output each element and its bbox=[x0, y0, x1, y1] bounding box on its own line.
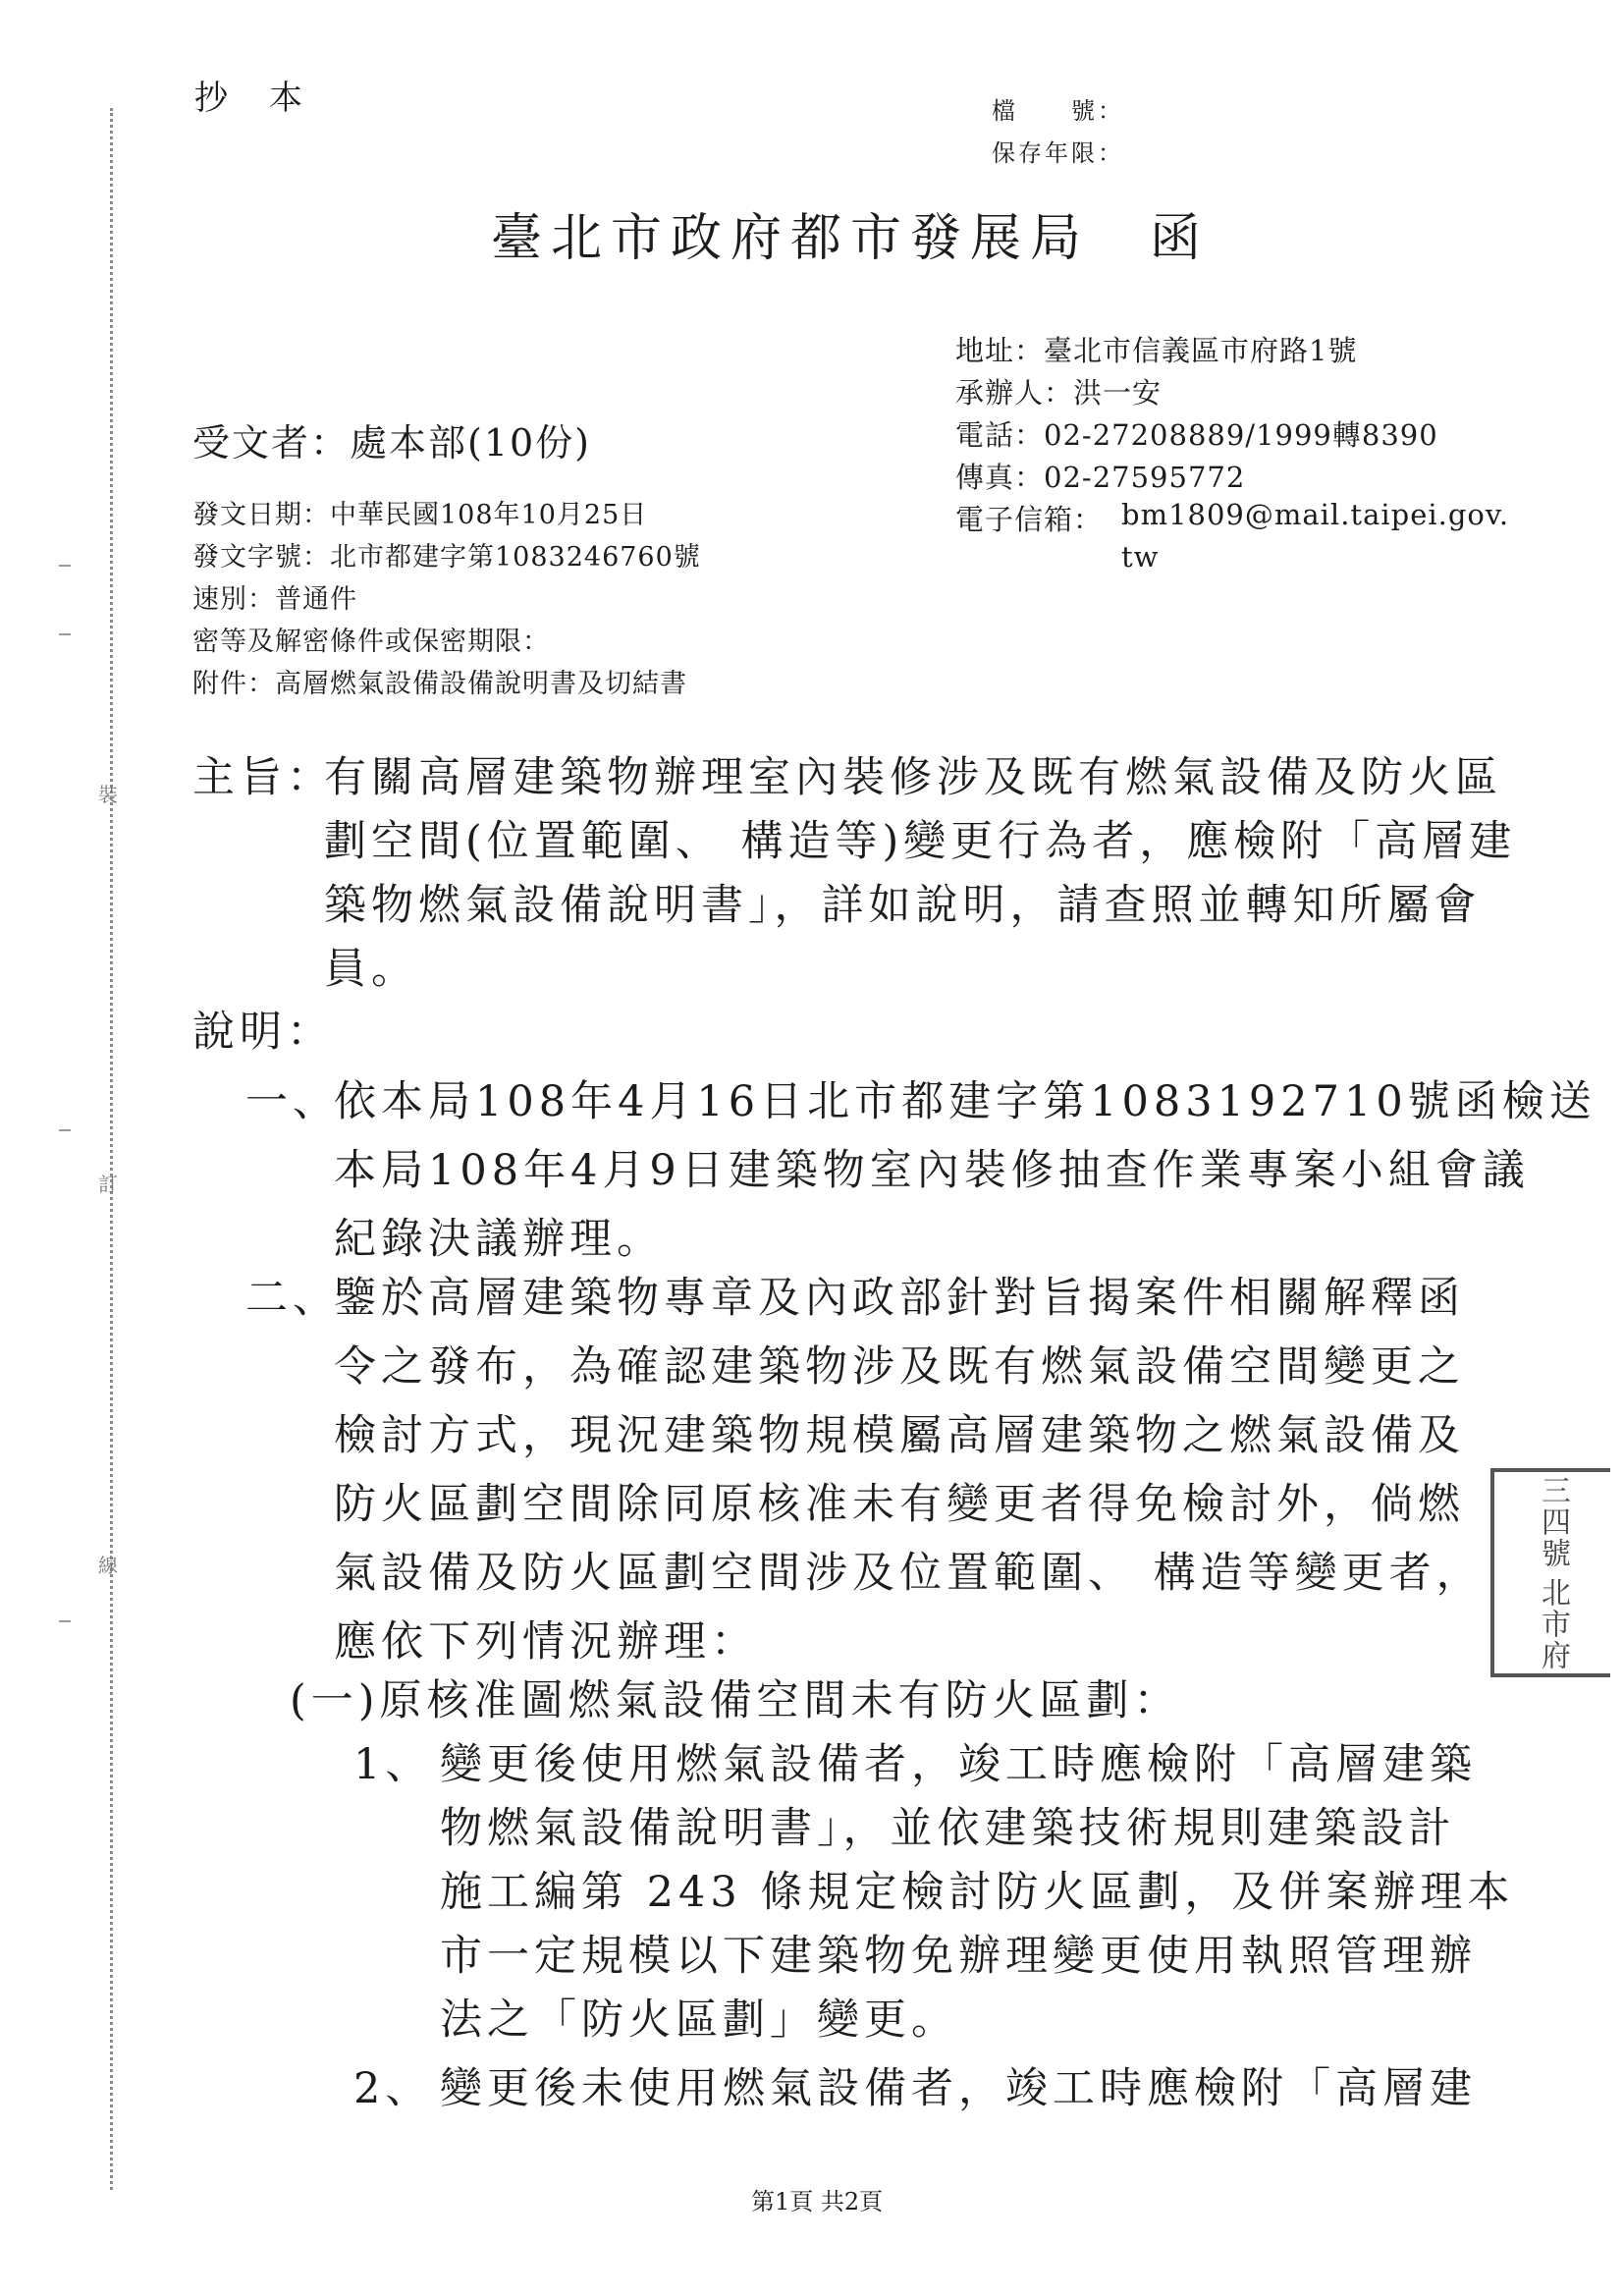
contact-address: 地址：臺北市信義區市府路1號 bbox=[955, 334, 1358, 367]
sub-item-1-1-line: 施工編第 243 條規定檢討防火區劃，及併案辦理本 bbox=[440, 1868, 1515, 1917]
item-2-line: 令之發布，為確認建築物涉及既有燃氣設備空間變更之 bbox=[334, 1342, 1465, 1392]
item-1-line: 依本局108年4月16日北市都建字第1083192710號函檢送 bbox=[334, 1077, 1596, 1126]
sub-item-1-1-line: 市一定規模以下建築物免辦理變更使用執照管理辦 bbox=[440, 1932, 1477, 1981]
item-1-line: 紀錄決議辦理。 bbox=[334, 1215, 664, 1264]
subject-label: 主旨： bbox=[192, 753, 334, 802]
item-2-line: 應依下列情況辦理： bbox=[334, 1617, 758, 1667]
item-2-marker: 二、 bbox=[245, 1274, 340, 1323]
item-1-line: 本局108年4月9日建築物室內裝修抽查作業專案小組會議 bbox=[334, 1146, 1530, 1195]
binding-tick bbox=[59, 1129, 71, 1131]
page-number: 第1頁 共2頁 bbox=[751, 2188, 884, 2215]
sub-item-1-2-marker: 2、 bbox=[353, 2064, 433, 2113]
binding-mark-top: 裝 bbox=[98, 783, 118, 806]
contact-email-cont: tw bbox=[1121, 540, 1160, 574]
contact-handler: 承辦人：洪一安 bbox=[955, 376, 1163, 410]
sub-item-1-2-line: 變更後未使用燃氣設備者，竣工時應檢附「高層建 bbox=[440, 2064, 1477, 2113]
official-seal-stamp bbox=[1490, 1468, 1610, 1677]
subject-line: 劃空間(位置範圍、 構造等)變更行為者，應檢附「高層建 bbox=[324, 817, 1517, 866]
contact-email: bm1809@mail.taipei.gov. bbox=[1121, 498, 1510, 531]
issue-date: 發文日期：中華民國108年10月25日 bbox=[192, 500, 648, 530]
sub-item-1-1-line: 法之「防火區劃」變更。 bbox=[440, 1995, 958, 2045]
attachment: 附件：高層燃氣設備設備說明書及切結書 bbox=[192, 669, 687, 699]
binding-mark-middle: 訂 bbox=[98, 1173, 118, 1196]
seal-text: 三四號 bbox=[1536, 1474, 1570, 1569]
document-title: 臺北市政府都市發展局 函 bbox=[491, 209, 1211, 268]
delivery-speed: 速別：普通件 bbox=[192, 584, 357, 615]
subject-line: 築物燃氣設備說明書」，詳如說明，請查照並轉知所屬會 bbox=[324, 881, 1482, 930]
recipient: 受文者：處本部(10份) bbox=[192, 421, 592, 465]
binding-line bbox=[110, 108, 113, 2190]
document-number: 發文字號：北市都建字第1083246760號 bbox=[192, 542, 701, 573]
seal-text: 北市府 bbox=[1536, 1576, 1570, 1671]
binding-mark-bottom: 線 bbox=[98, 1554, 118, 1577]
item-2-line: 防火區劃空間除同原核准未有變更者得免檢討外，倘燃 bbox=[334, 1480, 1465, 1529]
binding-tick bbox=[59, 565, 71, 567]
binding-tick bbox=[59, 1620, 71, 1622]
contact-phone: 電話：02-27208889/1999轉8390 bbox=[955, 418, 1438, 452]
item-2-line: 鑒於高層建築物專章及內政部針對旨揭案件相關解釋函 bbox=[334, 1274, 1465, 1323]
sub-item-1-1-line: 變更後使用燃氣設備者，竣工時應檢附「高層建築 bbox=[440, 1740, 1477, 1789]
item-1-marker: 一、 bbox=[245, 1077, 340, 1126]
contact-fax: 傳真：02-27595772 bbox=[955, 461, 1246, 494]
binding-tick bbox=[59, 633, 71, 635]
sub-item-1-heading: (一)原核准圖燃氣設備空間未有防火區劃： bbox=[290, 1676, 1181, 1725]
subject-line: 員。 bbox=[324, 945, 418, 994]
file-number-label: 檔 號： bbox=[992, 97, 1124, 125]
item-2-line: 氣設備及防火區劃空間涉及位置範圍、 構造等變更者， bbox=[334, 1549, 1484, 1598]
explanation-label: 說明： bbox=[192, 1008, 334, 1057]
item-2-line: 檢討方式，現況建築物規模屬高層建築物之燃氣設備及 bbox=[334, 1411, 1465, 1460]
contact-email-label: 電子信箱： bbox=[955, 503, 1104, 536]
sub-item-1-1-line: 物燃氣設備說明書」，並依建築技術規則建築設計 bbox=[440, 1804, 1456, 1853]
secrecy-level: 密等及解密條件或保密期限： bbox=[192, 627, 550, 657]
sub-item-1-1-marker: 1、 bbox=[353, 1740, 433, 1789]
copy-mark: 抄本 bbox=[194, 79, 344, 118]
subject-line: 有關高層建築物辦理室內裝修涉及既有燃氣設備及防火區 bbox=[324, 753, 1502, 802]
retention-label: 保存年限： bbox=[992, 139, 1124, 167]
